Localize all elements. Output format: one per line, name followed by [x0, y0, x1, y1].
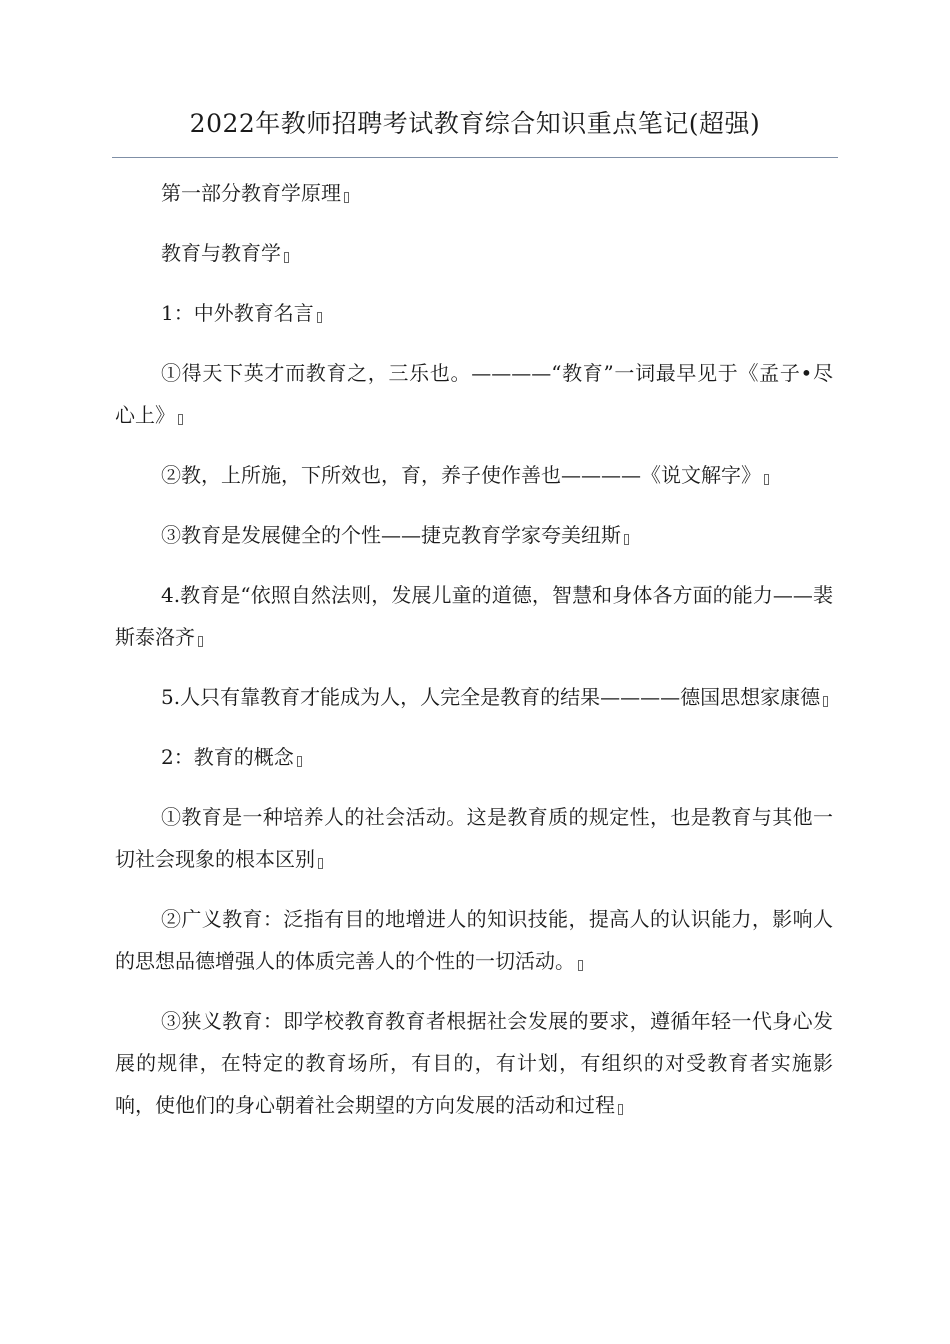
paragraph-mark-icon	[823, 696, 828, 707]
concept-paragraph: ③狭义教育：即学校教育教育者根据社会发展的要求，遵循年轻一代身心发展的规律，在特定的教育场所，有目的，有计划，有组织的对受教育者实施影响，使他们的身心朝着社会期望的方向发展的活动和过程	[115, 1009, 833, 1117]
paragraph-mark-icon	[317, 312, 322, 323]
paragraph-mark-icon	[178, 414, 183, 425]
paragraph-mark-icon	[624, 534, 629, 545]
subsection-heading: 教育与教育学	[115, 232, 833, 274]
paragraph-mark-icon	[578, 960, 583, 971]
paragraph-mark-icon	[344, 192, 349, 203]
quote-paragraph: ②教，上所施，下所效也，育，养子使作善也————《说文解字》	[115, 454, 833, 496]
quote-paragraph: ①得天下英才而教育之，三乐也。————“教育”一词最早见于《孟子•尽心上》	[115, 361, 833, 427]
paragraph-mark-icon	[297, 756, 302, 767]
topic-heading: 1：中外教育名言	[115, 292, 833, 334]
paragraph-mark-icon	[284, 252, 289, 263]
paragraph-mark-icon	[764, 474, 769, 485]
paragraph-mark-icon	[318, 858, 323, 869]
concept-paragraph: ①教育是一种培养人的社会活动。这是教育质的规定性，也是教育与其他一切社会现象的根本区别	[115, 805, 833, 871]
quote-paragraph: 4.教育是“依照自然法则，发展儿童的道德，智慧和身体各方面的能力——裴斯泰洛齐	[115, 583, 833, 649]
topic-heading: 2：教育的概念	[115, 736, 833, 778]
concept-paragraph: ②广义教育：泛指有目的地增进人的知识技能，提高人的认识能力，影响人的思想品德增强人的体质完善人的个性的一切活动。	[115, 907, 833, 973]
document-title: 2022年教师招聘考试教育综合知识重点笔记(超强)	[189, 109, 761, 138]
title-divider	[112, 157, 838, 158]
paragraph-mark-icon	[618, 1104, 623, 1115]
document-body	[115, 172, 833, 1144]
quote-paragraph: ③教育是发展健全的个性——捷克教育学家夸美纽斯	[115, 514, 833, 556]
paragraph-mark-icon	[198, 636, 203, 647]
quote-paragraph: 5.人只有靠教育才能成为人，人完全是教育的结果————德国思想家康德	[115, 676, 833, 718]
section-heading: 第一部分教育学原理	[115, 172, 833, 214]
